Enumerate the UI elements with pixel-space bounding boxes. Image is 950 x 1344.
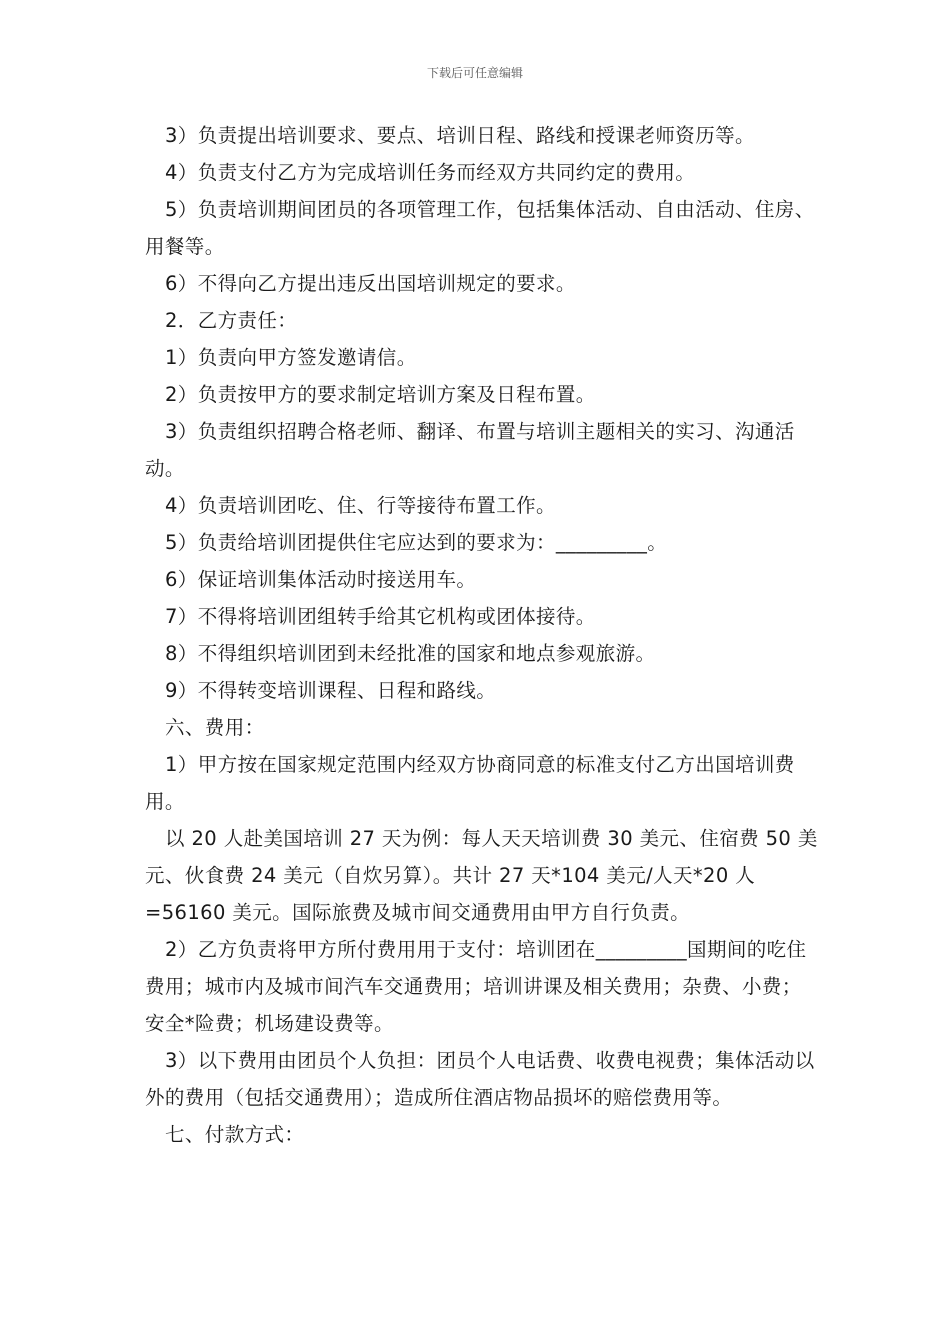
paragraph: 4）负责培训团吃、住、行等接待布置工作。 bbox=[165, 494, 556, 517]
paragraph: 1）甲方按在国家规定范围内经双方协商同意的标准支付乙方出国培训费用。 bbox=[145, 753, 795, 813]
section-heading: 六、费用： bbox=[165, 716, 265, 739]
document-body bbox=[145, 117, 820, 1153]
page-header: 下载后可任意编辑 bbox=[426, 66, 523, 80]
paragraph: 2）乙方负责将甲方所付费用用于支付：培训团在_________国期间的吃住费用；城市内及城市间汽车交通费用；培训讲课及相关费用；杂费、小费；安全*险费；机场建设费等。 bbox=[145, 938, 807, 1035]
paragraph: 6）不得向乙方提出违反出国培训规定的要求。 bbox=[165, 272, 576, 295]
section-heading: 七、付款方式： bbox=[165, 1123, 305, 1146]
section-heading: 2．乙方责任： bbox=[165, 309, 298, 332]
paragraph: 1）负责向甲方签发邀请信。 bbox=[165, 346, 417, 369]
paragraph: 2）负责按甲方的要求制定培训方案及日程布置。 bbox=[165, 383, 596, 406]
paragraph: 8）不得组织培训团到未经批准的国家和地点参观旅游。 bbox=[165, 642, 656, 665]
paragraph: 7）不得将培训团组转手给其它机构或团体接待。 bbox=[165, 605, 596, 628]
paragraph: 3）以下费用由团员个人负担：团员个人电话费、收费电视费；集体活动以外的费用（包括交通费用）；造成所住酒店物品损坏的赔偿费用等。 bbox=[145, 1049, 815, 1109]
paragraph: 5）负责培训期间团员的各项管理工作，包括集体活动、自由活动、住房、用餐等。 bbox=[145, 198, 815, 258]
paragraph: 以 20 人赴美国培训 27 天为例：每人天天培训费 30 美元、住宿费 50 美元、伙食费 24 美元（自炊另算）。共计 27 天*104 美元/人天*20 人=56160 美元。国际旅费及城市间交通费用由甲方自行负责。 bbox=[145, 827, 818, 924]
paragraph: 5）负责给培训团提供住宅应达到的要求为：_________。 bbox=[165, 531, 668, 554]
paragraph: 6）保证培训集体活动时接送用车。 bbox=[165, 568, 477, 591]
paragraph: 3）负责组织招聘合格老师、翻译、布置与培训主题相关的实习、沟通活动。 bbox=[145, 420, 795, 480]
paragraph: 3）负责提出培训要求、要点、培训日程、路线和授课老师资历等。 bbox=[165, 124, 755, 147]
paragraph: 9）不得转变培训课程、日程和路线。 bbox=[165, 679, 497, 702]
paragraph: 4）负责支付乙方为完成培训任务而经双方共同约定的费用。 bbox=[165, 161, 696, 184]
